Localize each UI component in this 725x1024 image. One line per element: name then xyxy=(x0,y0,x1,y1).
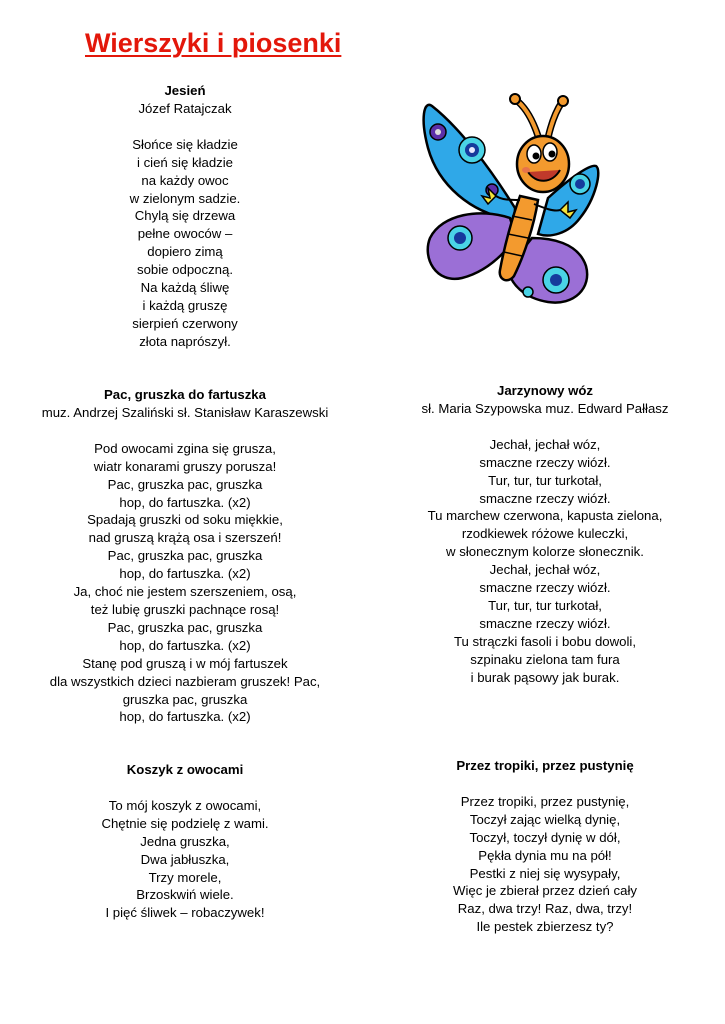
poem-lines xyxy=(385,793,705,936)
poem-line: wiatr konarami gruszy porusza! xyxy=(93,458,277,474)
poem-line: Jechał, jechał wóz, xyxy=(489,562,601,578)
poem-lines xyxy=(40,797,330,922)
poem-line: Toczył, toczył dynię w dół, xyxy=(469,829,621,845)
poem-line: Ja, choć nie jestem szerszeniem, osą, xyxy=(73,584,297,600)
poem-line: Jechał, jechał wóz, xyxy=(489,436,601,452)
poem-line: hop, do fartuszka. (x2) xyxy=(119,566,251,582)
poem-line: Pestki z niej się wysypały, xyxy=(469,865,621,881)
poem-line: Chylą się drzewa xyxy=(134,208,236,224)
poem-line: sobie odpoczną. xyxy=(136,262,234,278)
poem-line: Tur, tur, tur turkotał, xyxy=(488,472,602,488)
poem-line: Trzy morele, xyxy=(148,869,222,885)
poem-line: Ile pestek zbierzesz ty? xyxy=(476,919,614,935)
poem-line: Pękła dynia mu na pół! xyxy=(478,847,612,863)
poem-line: Toczył zając wielką dynię, xyxy=(469,811,621,827)
poem-jesien xyxy=(40,82,330,351)
poem-title: Jesień xyxy=(164,83,206,98)
poem-line: Więc je zbierał przez dzień cały xyxy=(453,883,637,899)
poem-line: Słońce się kładzie xyxy=(132,136,238,152)
poem-line: i każdą gruszę xyxy=(142,297,228,313)
poem-line: I pięć śliwek – robaczywek! xyxy=(105,905,265,921)
poem-pac-gruszka xyxy=(20,386,350,726)
poem-line: dopiero zimą xyxy=(147,244,223,260)
poem-line: Dwa jabłuszka, xyxy=(140,851,230,867)
poem-line: hop, do fartuszka. (x2) xyxy=(119,709,251,725)
poem-line: To mój koszyk z owocami, xyxy=(108,797,262,813)
poem-title: Koszyk z owocami xyxy=(126,762,244,777)
poem-line: Spadają gruszki od soku miękkie, xyxy=(87,512,283,528)
poem-line: Stanę pod gruszą i w mój fartuszek xyxy=(82,655,288,671)
poem-line: i burak pąsowy jak burak. xyxy=(470,669,620,685)
poem-line: i cień się kładzie xyxy=(136,154,234,170)
poem-line: Na każdą śliwę xyxy=(140,280,230,296)
poem-line: smaczne rzeczy wiózł. xyxy=(479,490,611,506)
poem-line: Tu marchew czerwona, kapusta zielona, xyxy=(427,508,663,524)
poem-line: Pac, gruszka pac, gruszka xyxy=(107,548,263,564)
poem-credit: muz. Andrzej Szaliński sł. Stanisław Karaszewski xyxy=(41,404,329,420)
poem-line: pełne owoców – xyxy=(137,226,233,242)
poem-line: smaczne rzeczy wiózł. xyxy=(479,615,611,631)
poem-credit: sł. Maria Szypowska muz. Edward Pałłasz xyxy=(421,400,669,416)
poem-line: szpinaku zielona tam fura xyxy=(470,651,620,667)
poem-line: Pac, gruszka pac, gruszka xyxy=(107,619,263,635)
page-title: Wierszyki i piosenki xyxy=(85,28,342,58)
poem-line: gruszka pac, gruszka xyxy=(122,691,248,707)
poem-line: dla wszystkich dzieci nazbieram gruszek! Pac, xyxy=(49,673,321,689)
poem-koszyk xyxy=(40,761,330,922)
poem-line: hop, do fartuszka. (x2) xyxy=(119,494,251,510)
poem-line: hop, do fartuszka. (x2) xyxy=(119,637,251,653)
poem-jarzynowy-woz xyxy=(385,382,705,687)
butterfly-icon xyxy=(420,88,600,310)
poem-lines xyxy=(40,136,330,351)
poem-line: Pod owocami zgina się grusza, xyxy=(94,440,276,456)
poem-line: też lubię gruszki pachnące rosą! xyxy=(90,601,280,617)
poem-title: Jarzynowy wóz xyxy=(496,383,593,398)
poem-title: Pac, gruszka do fartuszka xyxy=(104,387,266,402)
poem-line: Tur, tur, tur turkotał, xyxy=(488,597,602,613)
poem-line: rzodkiewek różowe kuleczki, xyxy=(461,526,629,542)
poem-line: Chętnie się podzielę z wami. xyxy=(101,815,269,831)
poem-line: smaczne rzeczy wiózł. xyxy=(479,454,611,470)
poem-line: Pac, gruszka pac, gruszka xyxy=(107,476,263,492)
poem-line: Jedna gruszka, xyxy=(140,833,230,849)
poem-line: w zielonym sadzie. xyxy=(129,190,241,206)
poem-line: Brzoskwiń wiele. xyxy=(136,887,234,903)
poem-lines xyxy=(385,436,705,687)
poem-line: złota naprószył. xyxy=(139,333,231,349)
poem-line: Tu strączki fasoli i bobu dowoli, xyxy=(453,633,637,649)
poem-line: sierpień czerwony xyxy=(132,315,238,331)
poem-line: Raz, dwa trzy! Raz, dwa, trzy! xyxy=(457,901,633,917)
poem-line: smaczne rzeczy wiózł. xyxy=(479,580,611,596)
poem-tropiki xyxy=(385,757,705,936)
poem-line: w słonecznym kolorze słonecznik. xyxy=(446,544,644,560)
poem-line: Przez tropiki, przez pustynię, xyxy=(460,793,630,809)
poem-line: na każdy owoc xyxy=(141,172,229,188)
poem-title: Przez tropiki, przez pustynię xyxy=(456,758,634,773)
poem-lines xyxy=(20,440,350,727)
poem-credit: Józef Ratajczak xyxy=(138,100,232,116)
poem-line: nad gruszą krążą osa i szerszeń! xyxy=(88,530,282,546)
